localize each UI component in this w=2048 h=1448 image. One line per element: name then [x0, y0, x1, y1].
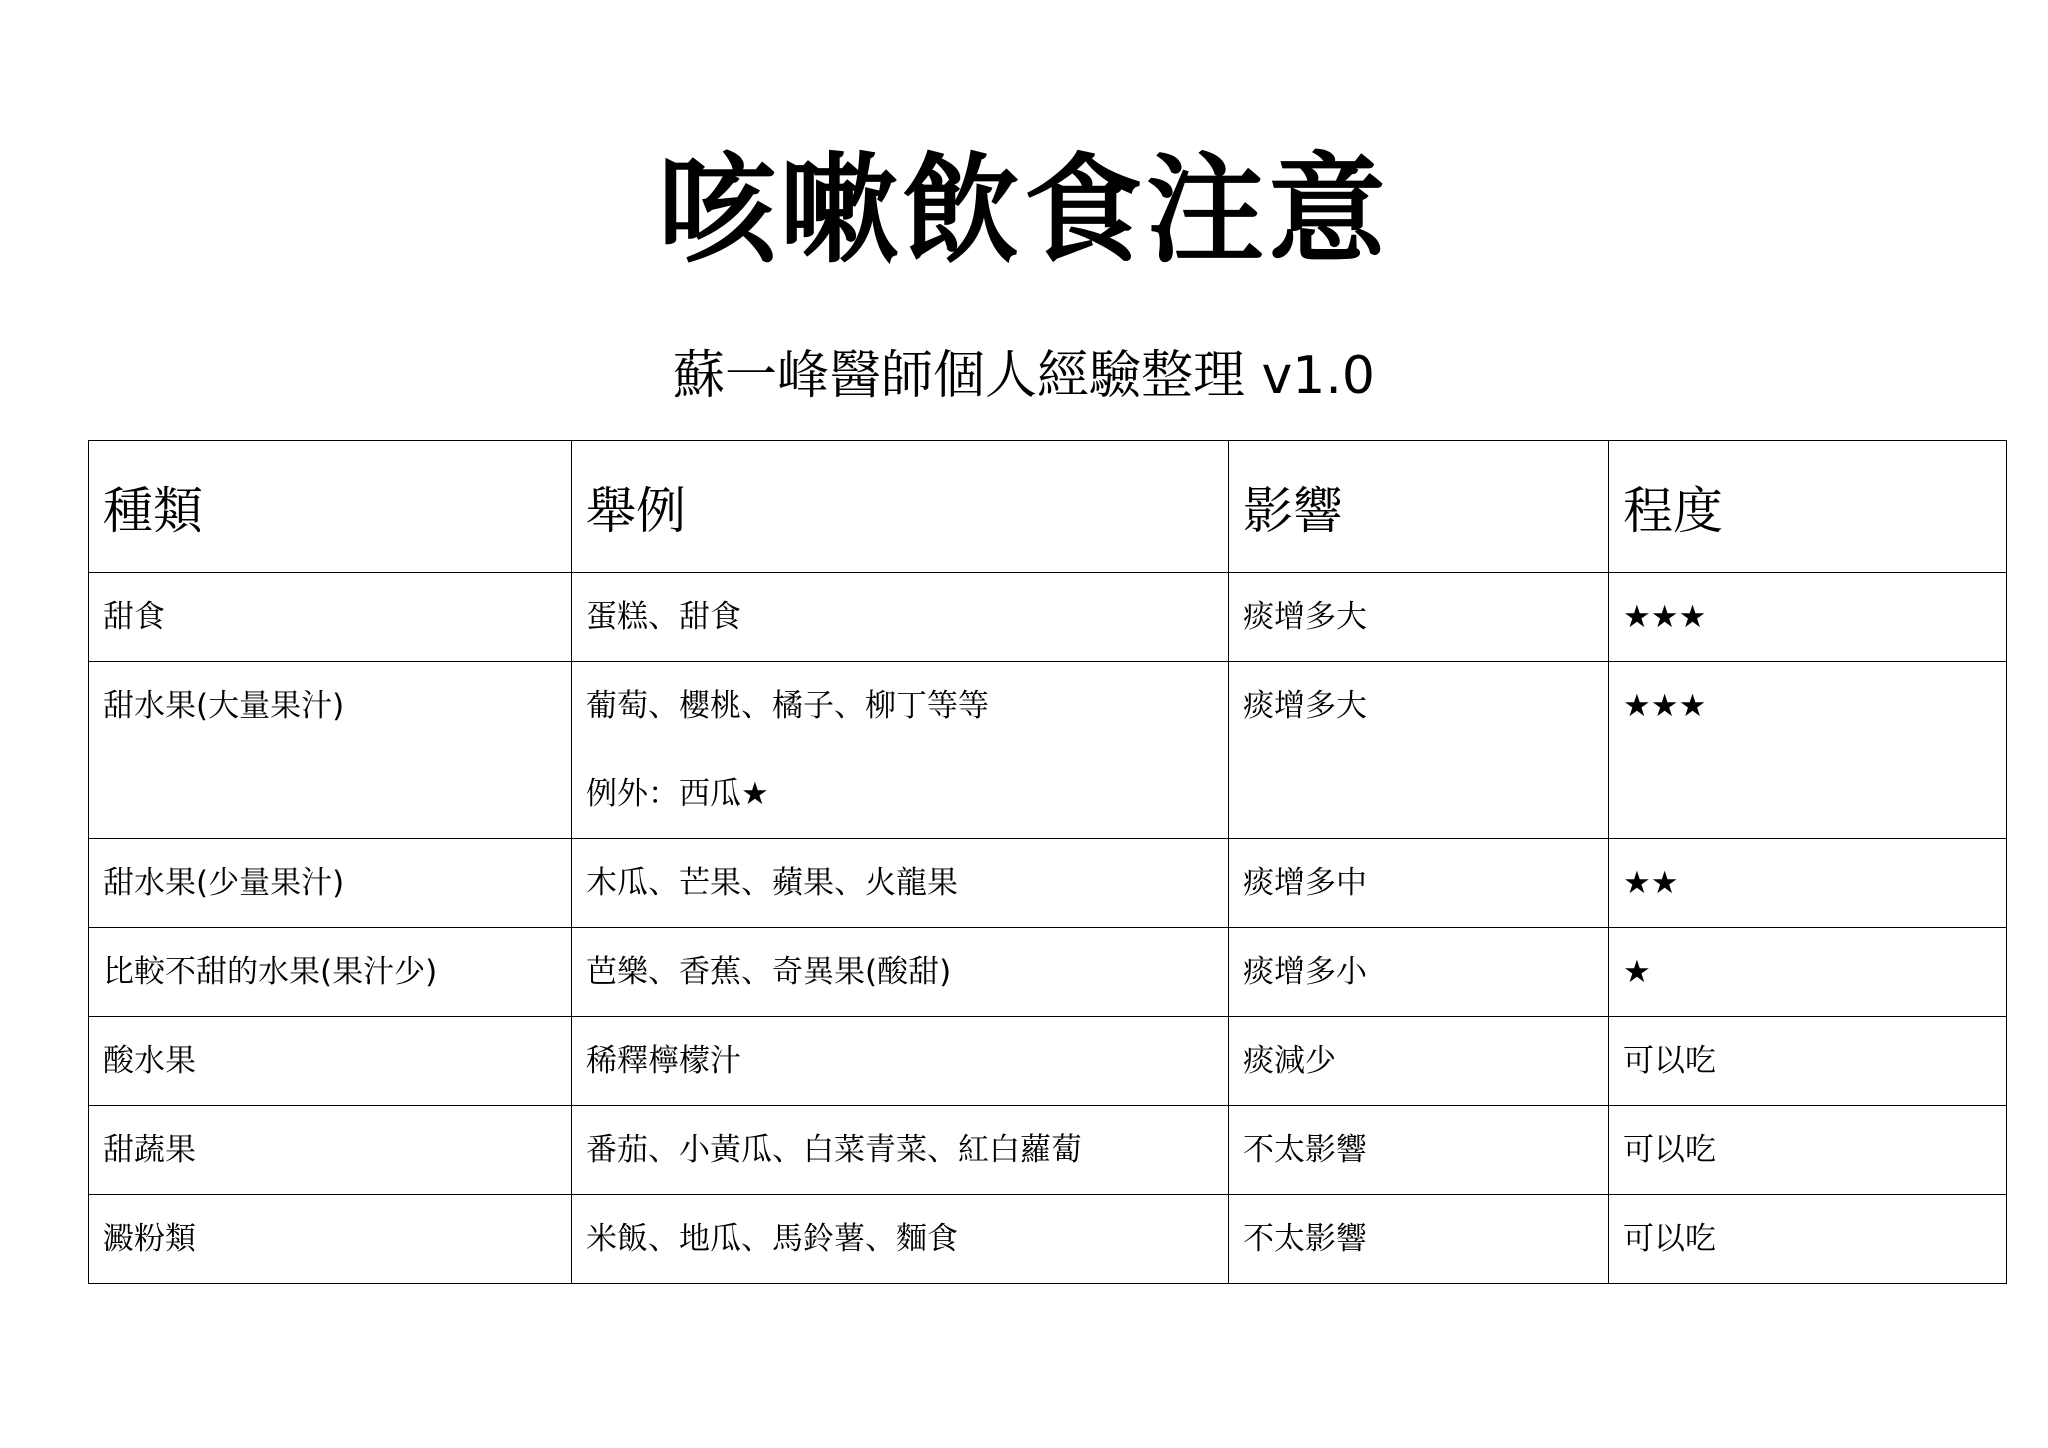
table-row — [89, 573, 2007, 662]
cell-examples — [572, 573, 1229, 662]
page-subtitle: 蘇一峰醫師個人經驗整理 v1.0 — [672, 346, 1375, 406]
diet-table — [88, 440, 2007, 1284]
cell-examples — [572, 1106, 1229, 1195]
header-category: 種類 — [89, 441, 572, 573]
example-line: 芭樂、香蕉、奇異果(酸甜) — [586, 954, 952, 990]
header-level: 程度 — [1609, 441, 2007, 573]
cell-effect: 不太影響 — [1229, 1106, 1609, 1195]
cell-level: ★★★ — [1609, 573, 2007, 662]
cell-level: 可以吃 — [1609, 1195, 2007, 1284]
cell-examples — [572, 839, 1229, 928]
header-effect: 影響 — [1229, 441, 1609, 573]
cell-effect: 痰增多中 — [1229, 839, 1609, 928]
exception-line: 例外：西瓜★ — [586, 776, 769, 812]
table-header-row — [89, 441, 2007, 573]
cell-level: ★ — [1609, 928, 2007, 1017]
cell-category: 甜蔬果 — [89, 1106, 572, 1195]
cell-category: 甜食 — [89, 573, 572, 662]
example-line: 蛋糕、甜食 — [586, 599, 741, 635]
cell-level: 可以吃 — [1609, 1106, 2007, 1195]
cell-examples — [572, 1017, 1229, 1106]
cell-effect: 不太影響 — [1229, 1195, 1609, 1284]
cell-examples — [572, 662, 1229, 839]
cell-category: 澱粉類 — [89, 1195, 572, 1284]
example-line: 米飯、地瓜、馬鈴薯、麵食 — [586, 1221, 958, 1257]
cell-level: ★★★ — [1609, 662, 2007, 839]
example-line: 番茄、小黃瓜、白菜青菜、紅白蘿蔔 — [586, 1132, 1082, 1168]
cell-examples — [572, 1195, 1229, 1284]
cell-category: 酸水果 — [89, 1017, 572, 1106]
table-row — [89, 839, 2007, 928]
cell-effect: 痰減少 — [1229, 1017, 1609, 1106]
cell-category: 甜水果(大量果汁) — [89, 662, 572, 839]
page-title: 咳嗽飲食注意 — [657, 141, 1390, 279]
table-row — [89, 1195, 2007, 1284]
cell-level: 可以吃 — [1609, 1017, 2007, 1106]
table-row — [89, 1106, 2007, 1195]
cell-category: 比較不甜的水果(果汁少) — [89, 928, 572, 1017]
table-row — [89, 928, 2007, 1017]
cell-level: ★★ — [1609, 839, 2007, 928]
example-line: 葡萄、櫻桃、橘子、柳丁等等 — [586, 688, 989, 724]
header-examples: 舉例 — [572, 441, 1229, 573]
table-row — [89, 1017, 2007, 1106]
cell-effect: 痰增多大 — [1229, 573, 1609, 662]
cell-effect: 痰增多小 — [1229, 928, 1609, 1017]
cell-category: 甜水果(少量果汁) — [89, 839, 572, 928]
example-line: 稀釋檸檬汁 — [586, 1043, 741, 1079]
example-line: 木瓜、芒果、蘋果、火龍果 — [586, 865, 958, 901]
table-row — [89, 662, 2007, 839]
cell-effect: 痰增多大 — [1229, 662, 1609, 839]
cell-examples — [572, 928, 1229, 1017]
